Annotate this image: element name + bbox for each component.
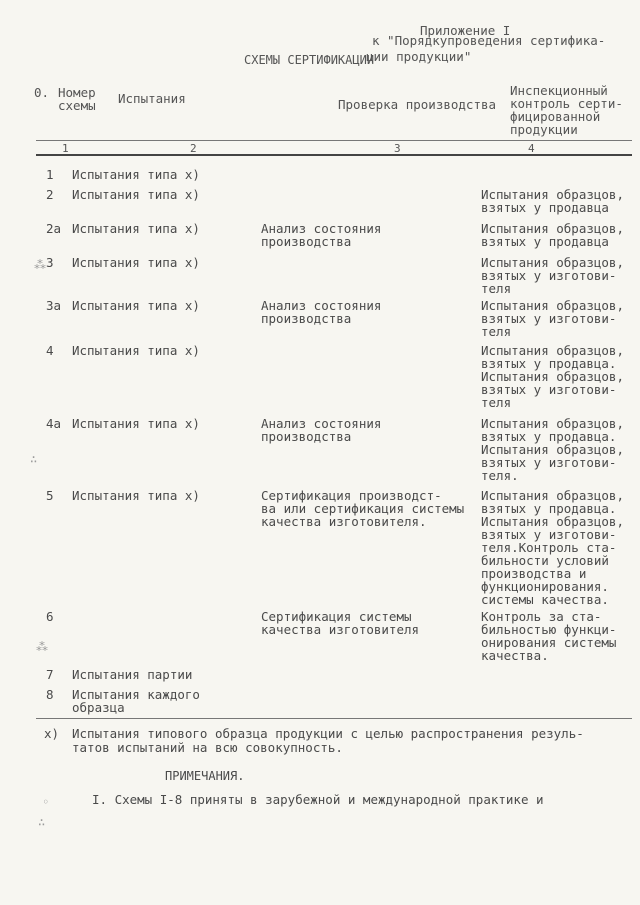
- scheme-production-check-line: производства: [261, 311, 352, 326]
- header-num-prefix: 0.: [34, 85, 50, 100]
- scheme-inspection: [481, 188, 624, 214]
- scheme-production-check-line: Анализ состояния: [261, 221, 382, 236]
- scheme-number: 2: [46, 187, 54, 202]
- column-number-1: 1: [62, 142, 69, 155]
- scheme-production-check-line: производства: [261, 429, 352, 444]
- header-production-check: Проверка производства: [338, 97, 497, 112]
- scheme-production-check: [261, 417, 381, 443]
- scheme-inspection-line: Испытания образцов,: [481, 343, 624, 358]
- scheme-inspection-line: взятых у продавца: [481, 200, 609, 215]
- scheme-inspection-line: онирования системы: [481, 635, 617, 650]
- appendix-to-rest: проведения сертифика-: [447, 33, 606, 48]
- scheme-inspection: [481, 344, 624, 409]
- scheme-tests: [72, 489, 200, 502]
- scheme-number: 5: [46, 488, 54, 503]
- scheme-inspection-line: теля.: [481, 468, 519, 483]
- scheme-production-check: [261, 222, 381, 248]
- scheme-inspection-line: теля: [481, 324, 512, 339]
- header-inspection-line: продукции: [510, 122, 578, 137]
- scheme-production-check: [261, 489, 464, 528]
- footnote-line1: Испытания типового образца продукции с целью распространения резуль-: [72, 726, 584, 741]
- column-number-2: 2: [190, 142, 197, 155]
- scheme-tests-line: образца: [72, 700, 125, 715]
- scheme-inspection-line: бильностью функци-: [481, 622, 617, 637]
- scheme-inspection: [481, 489, 624, 606]
- scheme-production-check-line: качества изготовителя.: [261, 514, 427, 529]
- margin-pencil-mark: ∴: [30, 452, 38, 466]
- appendix-line2: ции продукции": [366, 49, 472, 64]
- scheme-inspection-line: Испытания образцов,: [481, 416, 624, 431]
- scheme-inspection: [481, 299, 624, 338]
- scheme-inspection-line: взятых у изготови-: [481, 382, 617, 397]
- header-inspection-line: Инспекционный: [510, 83, 608, 98]
- appendix-to-line: [372, 34, 605, 47]
- scheme-inspection-line: взятых у продавца.: [481, 501, 617, 516]
- appendix-to-prefix: к "Порядку: [372, 33, 448, 48]
- footnote-line2: татов испытаний на всю совокупность.: [72, 740, 343, 755]
- scheme-inspection-line: взятых у продавца.: [481, 356, 617, 371]
- scheme-production-check-line: Анализ состояния: [261, 416, 382, 431]
- scheme-production-check-line: Анализ состояния: [261, 298, 382, 313]
- header-inspection-line: фицированной: [510, 109, 601, 124]
- scheme-inspection-line: Испытания образцов,: [481, 488, 624, 503]
- scheme-tests: [72, 222, 200, 235]
- scheme-tests: [72, 256, 200, 269]
- scheme-inspection-line: Контроль за ста-: [481, 609, 602, 624]
- scheme-inspection-line: Испытания образцов,: [481, 514, 624, 529]
- scheme-production-check-line: Сертификация системы: [261, 609, 412, 624]
- scheme-tests-line: Испытания типа х): [72, 167, 200, 182]
- scheme-tests-line: Испытания типа х): [72, 488, 200, 503]
- scheme-number: 4: [46, 343, 54, 358]
- scheme-tests: [72, 299, 200, 312]
- scheme-number: 3: [46, 255, 54, 270]
- scheme-tests: [72, 188, 200, 201]
- scheme-tests-line: Испытания типа х): [72, 255, 200, 270]
- schemes-title: СХЕМЫ СЕРТИФИКАЦИИ: [244, 53, 375, 67]
- scheme-number: 2а: [46, 221, 62, 236]
- scheme-inspection-line: Испытания образцов,: [481, 369, 624, 384]
- header-rule-bottom: [36, 154, 632, 156]
- notes-heading: ПРИМЕЧАНИЯ.: [165, 769, 245, 783]
- margin-pencil-mark: ⁂: [36, 640, 48, 654]
- scheme-inspection-line: взятых у продавца.: [481, 429, 617, 444]
- scheme-production-check-line: ва или сертификация системы: [261, 501, 465, 516]
- scheme-inspection-line: взятых у изготови-: [481, 268, 617, 283]
- scheme-inspection-line: Испытания образцов,: [481, 187, 624, 202]
- scheme-inspection-line: теля.Контроль ста-: [481, 540, 617, 555]
- appendix-title: Приложение I: [420, 23, 511, 38]
- scheme-number: 8: [46, 687, 54, 702]
- scheme-tests-line: Испытания типа х): [72, 187, 200, 202]
- header-tests: Испытания: [118, 91, 186, 106]
- table-rule-bottom: [36, 718, 632, 719]
- scheme-tests: [72, 168, 200, 181]
- header-num-line2: схемы: [58, 98, 96, 113]
- scheme-tests: [72, 344, 200, 357]
- scheme-tests-line: Испытания партии: [72, 667, 193, 682]
- scheme-number: 4а: [46, 416, 62, 431]
- scheme-production-check-line: производства: [261, 234, 352, 249]
- scheme-number: 3а: [46, 298, 62, 313]
- scheme-tests-line: Испытания типа х): [72, 221, 200, 236]
- scheme-tests-line: Испытания каждого: [72, 687, 200, 702]
- scheme-tests-line: Испытания типа х): [72, 343, 200, 358]
- scheme-inspection-line: теля: [481, 395, 512, 410]
- scheme-tests-line: Испытания типа х): [72, 416, 200, 431]
- margin-pencil-mark: ◦: [42, 795, 50, 809]
- scheme-inspection: [481, 256, 624, 295]
- scheme-inspection: [481, 417, 624, 482]
- scheme-number: 6: [46, 609, 54, 624]
- header-num-line1: Номер: [58, 85, 96, 100]
- margin-pencil-mark: ∴: [38, 815, 46, 829]
- scheme-production-check-line: качества изготовителя: [261, 622, 420, 637]
- scheme-inspection-line: Испытания образцов,: [481, 221, 624, 236]
- notes-item-1: I. Схемы I-8 приняты в зарубежной и международной практике и: [92, 792, 544, 807]
- scheme-inspection-line: Испытания образцов,: [481, 298, 624, 313]
- scheme-production-check: [261, 299, 381, 325]
- header-rule-top: [36, 140, 632, 141]
- scheme-inspection-line: производства и: [481, 566, 587, 581]
- scheme-inspection-line: Испытания образцов,: [481, 255, 624, 270]
- scheme-tests: [72, 417, 200, 430]
- column-number-3: 3: [394, 142, 401, 155]
- scheme-inspection-line: теля: [481, 281, 512, 296]
- column-number-4: 4: [528, 142, 535, 155]
- scheme-inspection-line: взятых у изготови-: [481, 527, 617, 542]
- scheme-tests: [72, 668, 192, 681]
- scheme-production-check: [261, 610, 419, 636]
- margin-pencil-mark: ⁂: [34, 258, 46, 272]
- footnote-marker: х): [44, 726, 60, 741]
- scheme-inspection-line: взятых у изготови-: [481, 455, 617, 470]
- header-inspection: [510, 84, 623, 136]
- scheme-tests: [72, 688, 200, 714]
- header-inspection-line: контроль серти-: [510, 96, 623, 111]
- scheme-inspection-line: функционирования.: [481, 579, 609, 594]
- scheme-inspection: [481, 222, 624, 248]
- scheme-inspection-line: бильности условий: [481, 553, 609, 568]
- scheme-production-check-line: Сертификация производст-: [261, 488, 442, 503]
- scheme-inspection-line: качества.: [481, 648, 549, 663]
- scheme-tests-line: Испытания типа х): [72, 298, 200, 313]
- scheme-inspection: [481, 610, 616, 662]
- scheme-inspection-line: системы качества.: [481, 592, 609, 607]
- scheme-number: 7: [46, 667, 54, 682]
- scheme-inspection-line: взятых у изготови-: [481, 311, 617, 326]
- scheme-number: 1: [46, 167, 54, 182]
- scheme-inspection-line: Испытания образцов,: [481, 442, 624, 457]
- scheme-inspection-line: взятых у продавца: [481, 234, 609, 249]
